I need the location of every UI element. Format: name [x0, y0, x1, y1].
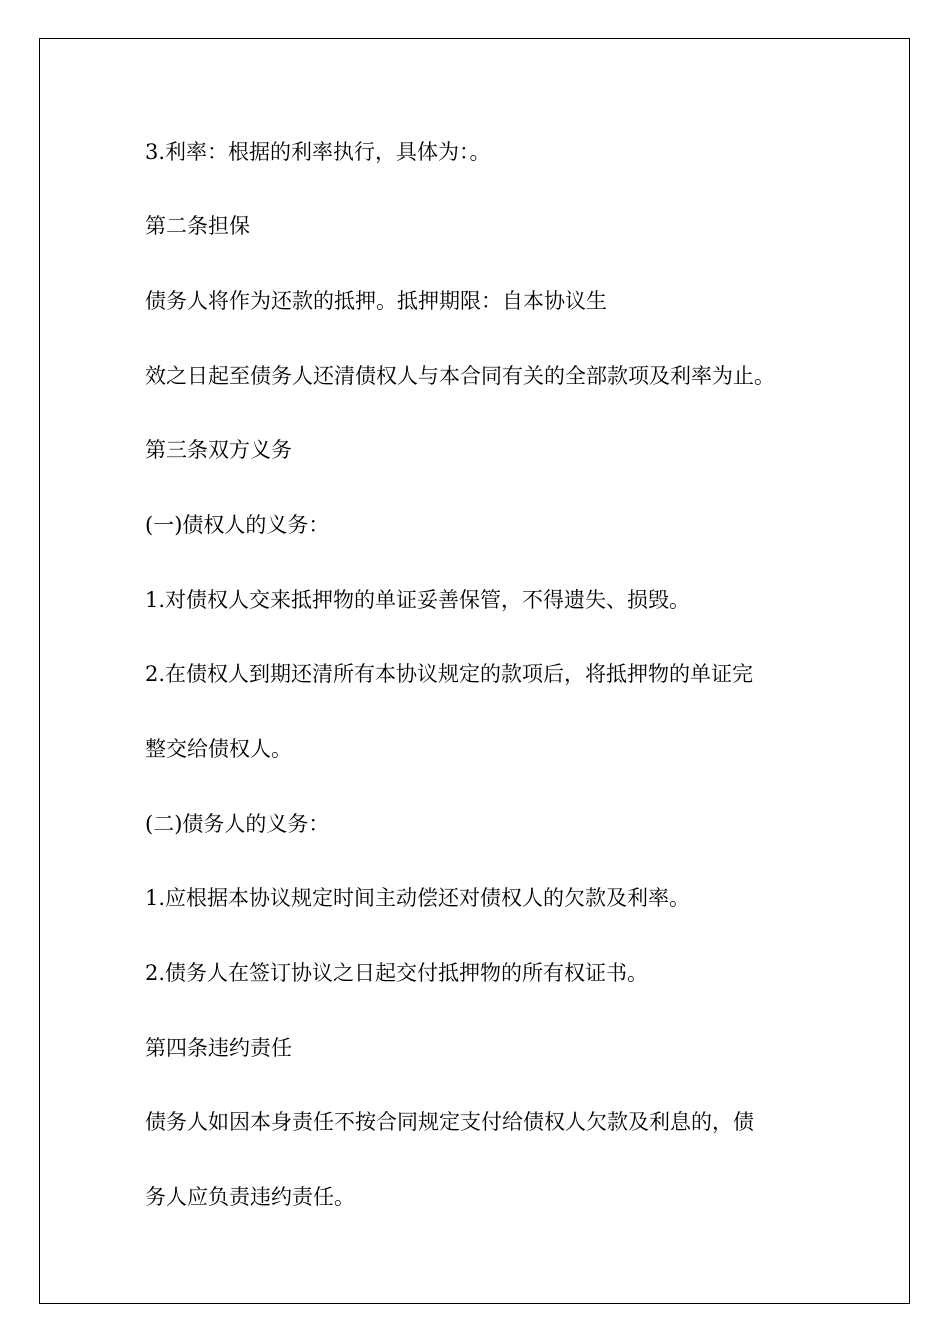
debtor-obligation-1: 1.应根据本协议规定时间主动偿还对债权人的欠款及利率。	[145, 886, 691, 910]
creditor-obligations-heading: (一)债权人的义务：	[145, 513, 330, 537]
creditor-obligation-2-line-2: 整交给债权人。	[145, 737, 292, 761]
breach-paragraph-line-2: 务人应负责违约责任。	[145, 1185, 355, 1209]
article-2-heading: 第二条担保	[145, 214, 250, 238]
guarantee-paragraph-line-2: 效之日起至债务人还清债权人与本合同有关的全部款项及利率为止。	[145, 364, 775, 388]
creditor-obligation-1: 1.对债权人交来抵押物的单证妥善保管，不得遗失、损毁。	[145, 588, 691, 612]
clause-interest-rate: 3.利率：根据的利率执行，具体为：。	[145, 140, 491, 164]
debtor-obligation-2: 2.债务人在签订协议之日起交付抵押物的所有权证书。	[145, 961, 649, 985]
article-3-heading: 第三条双方义务	[145, 438, 292, 462]
article-4-heading: 第四条违约责任	[145, 1036, 292, 1060]
creditor-obligation-2-line-1: 2.在债权人到期还清所有本协议规定的款项后，将抵押物的单证完	[145, 662, 754, 686]
guarantee-paragraph-line-1: 债务人将作为还款的抵押。抵押期限：自本协议生	[145, 289, 607, 313]
debtor-obligations-heading: (二)债务人的义务：	[145, 812, 330, 836]
breach-paragraph-line-1: 债务人如因本身责任不按合同规定支付给债权人欠款及利息的，债	[145, 1110, 754, 1134]
